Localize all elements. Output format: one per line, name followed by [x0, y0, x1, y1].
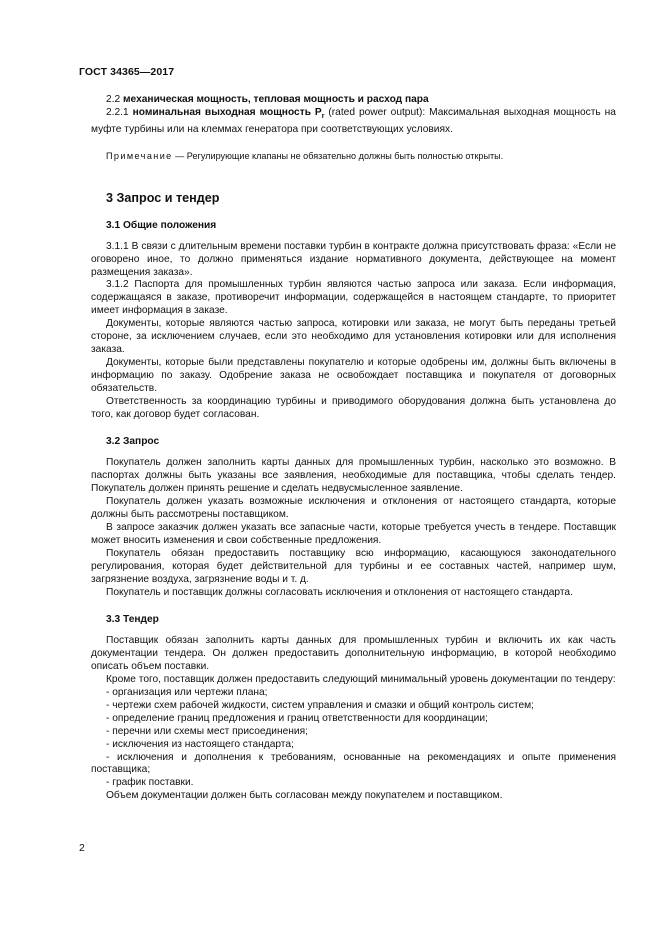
section-3-1-title: 3.1 Общие положения: [106, 219, 217, 231]
section-2-2-title: механическая мощность, тепловая мощность и расход пара: [123, 94, 429, 105]
list-item: - организация или чертежи плана;: [106, 687, 268, 699]
paragraph: Поставщик обязан заполнить карты данных для промышленных турбин и включить их как часть документации тендера. Он должен предоставить дополнительную информацию, в которой необходимо описать объем поставки.: [91, 635, 616, 673]
paragraph: 3.1.2 Паспорта для промышленных турбин являются частью запроса или заказа. Если информация, содержащаяся в заказе, противоречит информации, содержащейся в настоящем стандарте, то приоритет имеет информация в заказе.: [91, 279, 616, 317]
list-item: - исключения и дополнения к требованиям, основанные на рекомендациях и опыте применения поставщика;: [91, 751, 616, 776]
section-3-title: 3 Запрос и тендер: [106, 190, 220, 205]
item-2-2-1-term: номинальная выходная мощность P: [132, 106, 322, 118]
paragraph: 3.1.1 В связи с длительным времени поставки турбин в контракте должна присутствовать фраза: «Если не оговорено иное, то должно применяться издание нормативного документа, действующее на момент размещения заказа».: [91, 240, 616, 278]
section-3-2-title: 3.2 Запрос: [106, 436, 160, 448]
item-2-2-1-subscript: r: [321, 112, 325, 120]
list-item: - исключения из настоящего стандарта;: [106, 738, 294, 750]
paragraph: Покупатель обязан предоставить поставщику всю информацию, касающуюся законодательного регулирования, которая будет действительной для турбины и ее составных частей, например шум, загрязнение воздуха, загрязнение воды и т. д.: [91, 547, 616, 585]
note-text: Регулирующие клапаны не обязательно должны быть полностью открыты.: [186, 150, 504, 161]
paragraph: Документы, которые являются частью запроса, котировки или заказа, не могут быть переданы третьей стороне, за исключением случаев, если это необходимо для установления котировки или для исполнения заказа.: [91, 318, 616, 355]
section-3-3-title: 3.3 Тендер: [106, 614, 159, 626]
list-item: - график поставки.: [106, 777, 194, 789]
paragraph: Объем документации должен быть согласован между покупателем и поставщиком.: [106, 790, 503, 802]
paragraph: Покупатель должен указать возможные исключения и отклонения от настоящего стандарта, которые должны быть рассмотрены поставщиком.: [91, 496, 616, 521]
paragraph: Покупатель должен заполнить карты данных для промышленных турбин, насколько это возможно. В паспортах должны быть указаны все заявления, необходимые для поставщика, чтобы сделать тендер. Покупатель должен принять решение и сделать недвусмысленное заявление.: [91, 457, 616, 495]
list-item: - определение границ предложения и границ ответственности для координации;: [106, 712, 488, 724]
item-2-2-1-definition: Максимальная выходная мощность на муфте турбины или на клеммах генератора при соответствующих условиях.: [91, 106, 616, 135]
note-dash: —: [172, 150, 187, 161]
paragraph: В запросе заказчик должен указать все запасные части, которые требуется учесть в тендере. Поставщик может вносить изменения и свои собственные предложения.: [91, 521, 616, 546]
item-2-2-1-english: (rated power output):: [328, 106, 426, 118]
document-body: [91, 94, 616, 803]
section-2-2-number: 2.2: [106, 94, 121, 105]
paragraph: Документы, которые были представлены покупателю и которые одобрены им, должны быть включены в информацию по заказу. Одобрение заказа не освобождает поставщика и покупателя от договорных обязательств.: [91, 356, 616, 394]
paragraph: Кроме того, поставщик должен предоставить следующий минимальный уровень документации по тендеру:: [106, 674, 616, 686]
item-2-2-1: [91, 107, 616, 137]
paragraph: Покупатель и поставщик должны согласовать исключения и отклонения от настоящего стандарта.: [106, 586, 573, 598]
list-item: - перечни или схемы мест присоединения;: [106, 725, 308, 737]
item-2-2-1-number: 2.2.1: [106, 106, 129, 118]
page-number: 2: [79, 842, 85, 854]
paragraph: Ответственность за координацию турбины и приводимого оборудования должна быть установлена до того, как договор будет согласован.: [91, 395, 616, 420]
note-label: Примечание: [106, 150, 173, 161]
document-code-header: ГОСТ 34365—2017: [79, 66, 175, 78]
note: [91, 150, 616, 162]
list-item: - чертежи схем рабочей жидкости, систем управления и смазки и общий контроль систем;: [106, 699, 534, 711]
section-2-2-heading: [91, 94, 616, 107]
